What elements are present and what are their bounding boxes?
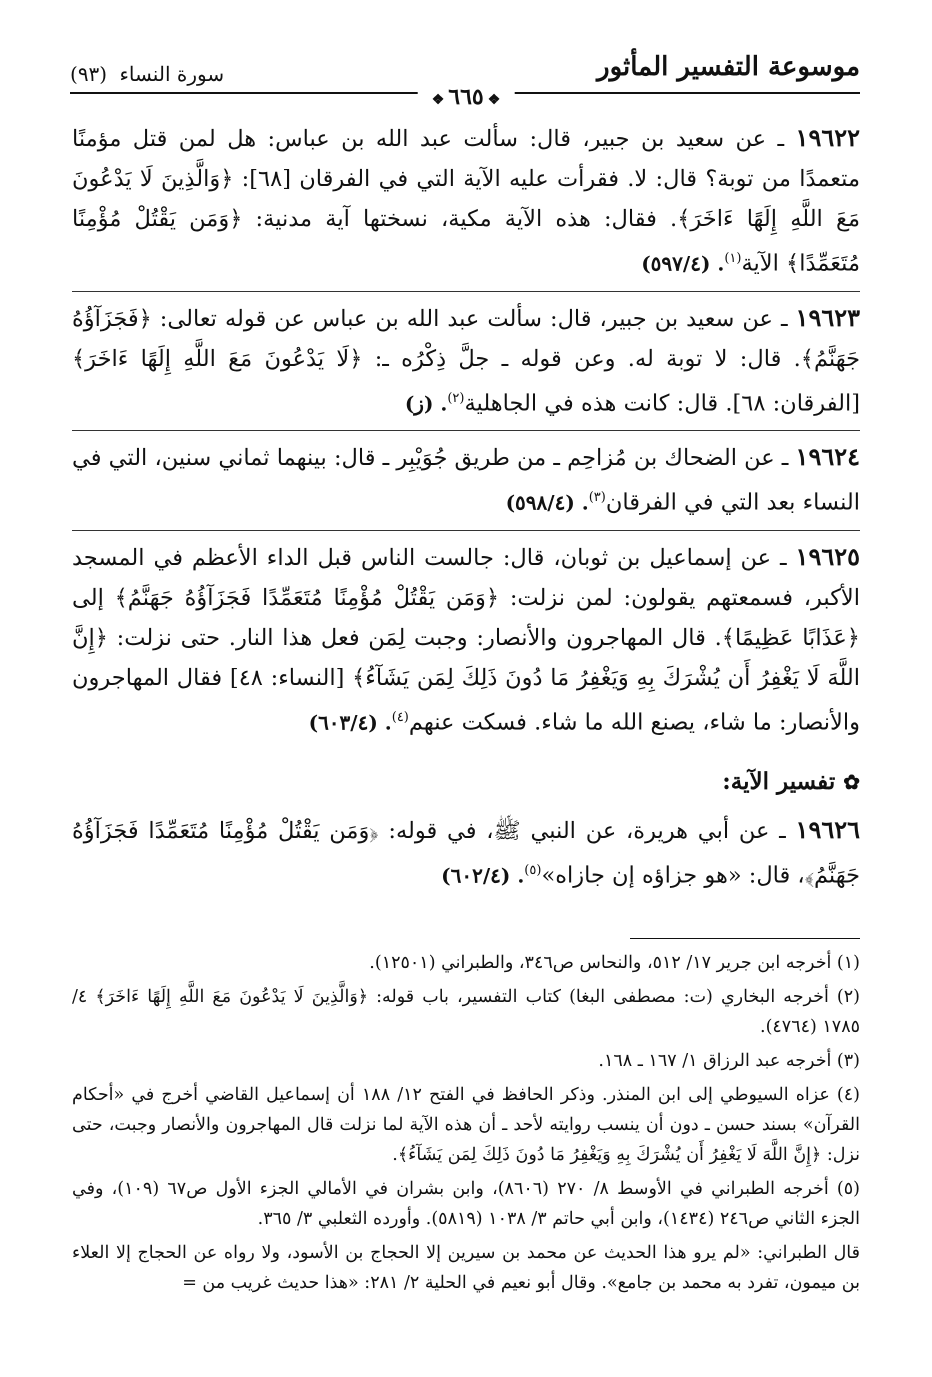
- sura-number: (٩٣): [70, 62, 108, 86]
- sura-label: [70, 62, 224, 86]
- hadith-entry: [72, 437, 860, 523]
- hadith-entry: [72, 298, 860, 424]
- hadith-entry: [72, 537, 860, 743]
- book-title: موسوعة التفسير المأثور: [597, 52, 860, 82]
- entry-text: ـ عن سعيد بن جبير، قال: سألت عبد الله بن عباس: هل لمن قتل مؤمنًا متعمدًا من توبة؟ قال: لا. فقرأت عليه الآية التي في الفرقان [٦٨]: ﴿وَالَّذِينَ لَا يَدْعُونَ مَعَ اللَّهِ إِلَهًا ءَاخَرَ﴾. فقال: هذه الآية مكية، نسختها آية مدنية: ﴿وَمَن يَقْتُلْ مُؤْمِنًا مُتَعَمِّدًا﴾ الآية: [72, 126, 860, 277]
- flower-ornament-icon: ✿: [843, 770, 860, 794]
- entry-text: ـ عن أبي هريرة، عن النبي ﷺ، في قوله: ﴿وَمَن يَقْتُلْ مُؤْمِنًا مُتَعَمِّدًا فَجَزَآؤُهُ جَهَنَّمُ﴾، قال: «هو جزاؤه إن جازاه»: [72, 818, 860, 889]
- ornament-icon: ❖: [487, 92, 501, 108]
- hadith-entry: [72, 810, 860, 896]
- main-text: [72, 118, 860, 903]
- entry-reference: . (٦٠٣/٤): [308, 710, 392, 734]
- section-heading: ✿تفسير الآية:: [722, 768, 860, 795]
- footnote-marker: (٥): [524, 863, 542, 878]
- footnote-continuation: قال الطبراني: «لم يرو هذا الحديث عن محمد بن سيرين إلا الحجاج بن الأسود، ولا رواه عن الحجاج إلا العلاء بن ميمون، تفرد به محمد بن جامع». وقال أبو نعيم في الحلية ٢/ ٢٨١: «هذا حديث غريب من =: [72, 1243, 860, 1293]
- entry-number: ١٩٦٢٢: [795, 123, 860, 152]
- page-number: ❖٦٦٥❖: [418, 84, 515, 110]
- footnotes: [72, 948, 860, 1298]
- entry-reference: . (٦٠٢/٤): [441, 863, 525, 888]
- entry-text: ـ عن سعيد بن جبير، قال: سألت عبد الله بن عباس عن قوله تعالى: ﴿فَجَزَآؤُهُ جَهَنَّمُ﴾. قال: لا توبة له. وعن قوله ـ جلَّ ذِكْرُه ـ: ﴿لَا يَدْعُونَ مَعَ اللَّهِ إِلَهًا ءَاخَرَ﴾ [الفرقان: ٦٨]. قال: كانت هذه في الجاهلية: [72, 305, 860, 416]
- hadith-entry: [72, 118, 860, 284]
- entry-text: ـ عن الضحاك بن مُزاحِم ـ من طريق جُوَيْبِر ـ قال: بينهما ثماني سنين، التي في النساء بعد التي في الفرقان: [71, 445, 860, 516]
- entry-divider: [72, 430, 860, 431]
- entry-reference: . (٥٩٨/٤): [505, 490, 589, 515]
- entry-reference: . (ز): [404, 391, 448, 415]
- entry-divider: [72, 291, 860, 292]
- entry-number: ١٩٦٢٤: [795, 442, 860, 471]
- footnote: (٥) أخرجه الطبراني في الأوسط ٨/ ٢٧٠ (٨٦٠٦)، وابن بشران في الأمالي الجزء الأول ص٦٧ (١٠٩)، وفي الجزء الثاني ص٢٤٦ (١٤٣٤)، وابن أبي حاتم ٣/ ١٠٣٨ (٥٨١٩). وأورده الثعلبي ٣/ ٣٦٥.: [72, 1179, 860, 1229]
- footnote-rule: [630, 938, 860, 939]
- footnote-marker: (٢): [447, 390, 465, 406]
- footnote: (٣) أخرجه عبد الرزاق ١/ ١٦٧ ـ ١٦٨.: [598, 1051, 860, 1071]
- footnote-marker: (٣): [588, 490, 606, 505]
- entry-reference: . (٥٩٧/٤): [641, 251, 725, 276]
- sura-name: سورة النساء: [119, 62, 225, 86]
- ornament-icon: ❖: [431, 92, 445, 108]
- footnote: (٢) أخرجه البخاري (ت: مصطفى البغا) كتاب التفسير، باب قوله: ﴿وَالَّذِينَ لَا يَدْعُونَ مَعَ اللَّهِ إِلَهًا ءَاخَرَ﴾ ٤/ ١٧٨٥ (٤٧٦٤).: [72, 987, 860, 1037]
- entry-divider: [72, 530, 860, 531]
- entry-number: ١٩٦٢٦: [795, 815, 860, 844]
- footnote: (٤) عزاه السيوطي إلى ابن المنذر. وذكر الحافظ في الفتح ١٢/ ١٨٨ أن إسماعيل القاضي أخرج في «أحكام القرآن» بسند حسن ـ دون أن ينسب روايته لأحد ـ أن هذه الآية لما نزلت قال المهاجرون والأنصار وجبت، حتى نزل: ﴿إِنَّ اللَّهَ لَا يَغْفِرُ أَن يُشْرَكَ بِهِ وَيَغْفِرُ مَا دُونَ ذَلِكَ لِمَن يَشَآءُ﴾.: [72, 1085, 860, 1165]
- entry-number: ١٩٦٢٣: [795, 302, 860, 332]
- entry-number: ١٩٦٢٥: [795, 541, 860, 571]
- entry-text: ـ عن إسماعيل بن ثوبان، قال: جالست الناس قبل الداء الأعظم في المسجد الأكبر، فسمعتهم يقولون: لمن نزلت: ﴿وَمَن يَقْتُلْ مُؤْمِنًا مُتَعَمِّدًا فَجَزَآؤُهُ جَهَنَّمُ﴾ إلى ﴿عَذَابًا عَظِيمًا﴾. قال المهاجرون والأنصار: وجبت لِمَن فعل هذا النار. حتى نزلت: ﴿إِنَّ اللَّهَ لَا يَغْفِرُ أَن يُشْرَكَ بِهِ وَيَغْفِرُ مَا دُونَ ذَلِكَ لِمَن يَشَآءُ﴾ [النساء: ٤٨] فقال المهاجرون والأنصار: ما شاء، يصنع الله ما شاء. فسكت عنهم: [72, 544, 861, 735]
- footnote: (١) أخرجه ابن جرير ١٧/ ٥١٢، والنحاس ص٣٤٦، والطبراني (١٢٥٠١).: [369, 953, 860, 973]
- footnote-marker: (١): [724, 251, 742, 266]
- footnote-marker: (٤): [391, 709, 409, 725]
